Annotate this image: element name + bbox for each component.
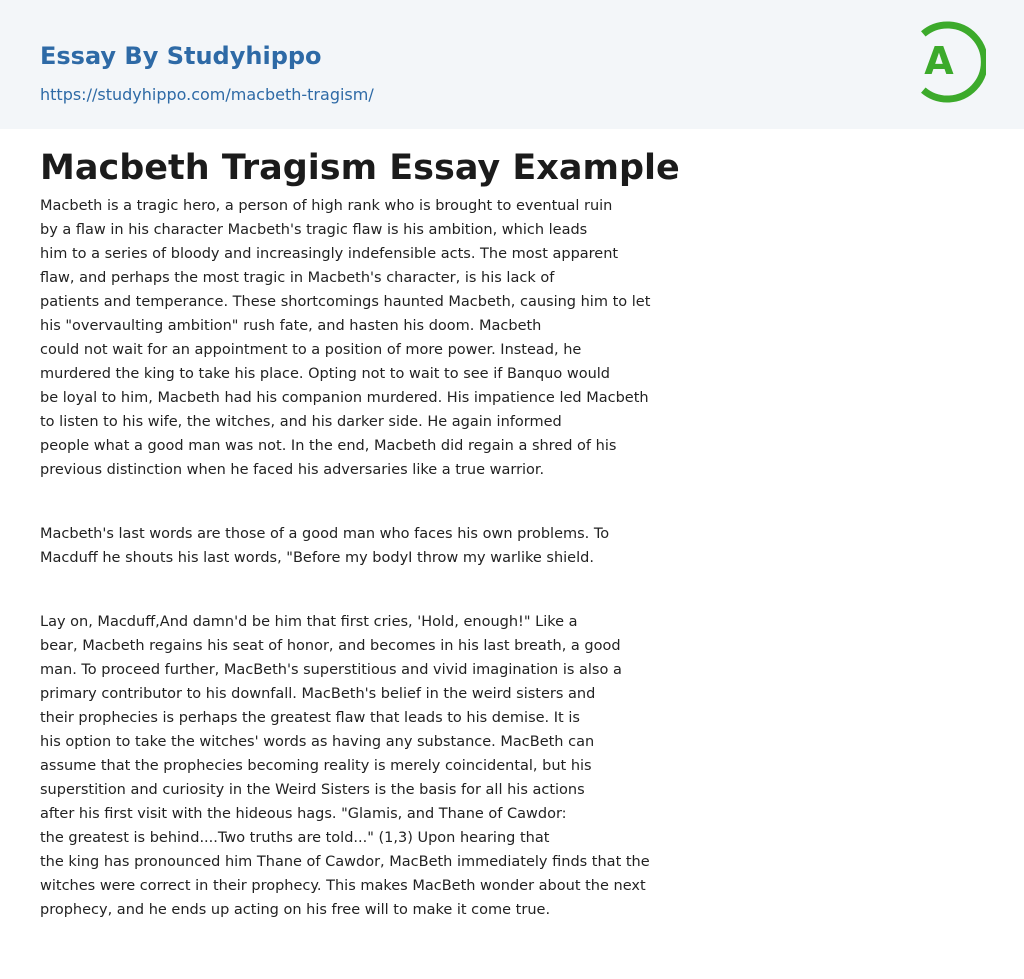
essay-line: to listen to his wife, the witches, and his darker side. He again informed [40,414,562,430]
essay-line: Lay on, Macduff,And damn'd be him that first cries, 'Hold, enough!" Like a [40,614,578,630]
logo-letter: A [924,39,954,83]
essay-line: the greatest is behind....Two truths are told..." (1,3) Upon hearing that [40,830,550,846]
essay-line: the king has pronounced him Thane of Cawdor, MacBeth immediately finds that the [40,854,650,870]
essay-line: be loyal to him, Macbeth had his companion murdered. His impatience led Macbeth [40,390,649,406]
essay-line: Macbeth's last words are those of a good man who faces his own problems. To [40,526,610,542]
essay-line: witches were correct in their prophecy. This makes MacBeth wonder about the next [40,878,646,894]
essay-line: man. To proceed further, MacBeth's superstitious and vivid imagination is also a [40,662,622,678]
essay-line: his option to take the witches' words as having any substance. MacBeth can [40,734,595,750]
page-url-link[interactable]: https://studyhippo.com/macbeth-tragism/ [40,85,374,104]
essay-line: primary contributor to his downfall. MacBeth's belief in the weird sisters and [40,686,596,702]
essay-line: previous distinction when he faced his adversaries like a true warrior. [40,462,545,478]
essay-line: could not wait for an appointment to a position of more power. Instead, he [40,342,582,358]
essay-line: Macduff he shouts his last words, "Before my bodyI throw my warlike shield. [40,550,594,566]
essay-title: Macbeth Tragism Essay Example [40,148,680,188]
essay-line: murdered the king to take his place. Opting not to wait to see if Banquo would [40,366,611,382]
studyhippo-logo-icon[interactable] [912,19,986,105]
essay-paragraph-2 [40,522,609,570]
essay-line: by a flaw in his character Macbeth's tragic flaw is his ambition, which leads [40,222,588,238]
site-brand[interactable]: Essay By Studyhippo [40,42,322,70]
essay-line: superstition and curiosity in the Weird Sisters is the basis for all his actions [40,782,585,798]
essay-paragraph-3 [40,610,650,922]
essay-line: bear, Macbeth regains his seat of honor, and becomes in his last breath, a good [40,638,621,654]
essay-paragraph-1 [40,194,650,482]
essay-line: assume that the prophecies becoming reality is merely coincidental, but his [40,758,592,774]
essay-line: people what a good man was not. In the end, Macbeth did regain a shred of his [40,438,617,454]
essay-line: flaw, and perhaps the most tragic in Macbeth's character, is his lack of [40,270,555,286]
essay-line: prophecy, and he ends up acting on his free will to make it come true. [40,902,551,918]
essay-line: him to a series of bloody and increasingly indefensible acts. The most apparent [40,246,619,262]
essay-line: after his first visit with the hideous hags. "Glamis, and Thane of Cawdor: [40,806,567,822]
site-header [0,0,1024,129]
essay-line: his "overvaulting ambition" rush fate, and hasten his doom. Macbeth [40,318,542,334]
essay-line: Macbeth is a tragic hero, a person of high rank who is brought to eventual ruin [40,198,613,214]
essay-line: patients and temperance. These shortcomings haunted Macbeth, causing him to let [40,294,651,310]
essay-line: their prophecies is perhaps the greatest flaw that leads to his demise. It is [40,710,580,726]
